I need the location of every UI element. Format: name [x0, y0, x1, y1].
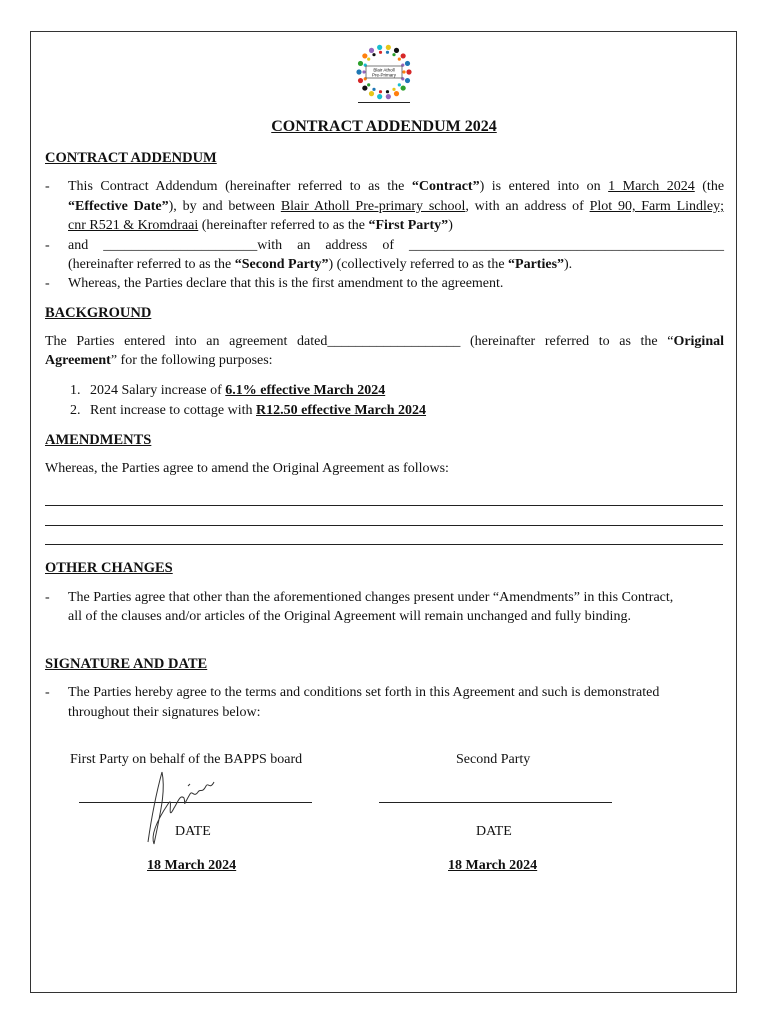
- first-party-date: 18 March 2024: [147, 858, 237, 873]
- logo-figure-icon: [394, 91, 399, 96]
- logo-figure-icon: [369, 48, 374, 53]
- logo-figure-icon: [401, 85, 406, 90]
- logo-figure-icon: [386, 45, 391, 50]
- effective-date-value: 1 March 2024: [608, 179, 695, 194]
- logo-figure-body: [367, 83, 370, 86]
- logo-figure-body: [372, 88, 375, 91]
- contract-item-1-line-3: [68, 218, 453, 234]
- logo-figure-body: [379, 51, 382, 54]
- logo-figure-icon: [377, 94, 382, 99]
- text: (the: [702, 179, 725, 194]
- heading-signature-and-date: SIGNATURE AND DATE: [45, 656, 208, 672]
- address-line-2: cnr R521 & Kromdraai: [68, 218, 199, 233]
- list-number: 2.: [70, 403, 81, 418]
- term-agreement: Agreement: [45, 353, 111, 368]
- first-party-date-label: DATE: [175, 824, 211, 839]
- text: (hereinafter referred to as the: [201, 218, 365, 233]
- second-party-signature-line: [379, 802, 612, 803]
- logo-figure-body: [367, 58, 370, 61]
- term-parties: “Parties”: [508, 257, 565, 272]
- logo-figure-body: [392, 88, 395, 91]
- first-party-label: First Party on behalf of the BAPPS board: [70, 752, 303, 767]
- contract-item-1-line-2: [68, 199, 724, 215]
- list-text: Rent increase to cottage with: [90, 403, 253, 418]
- bullet: -: [45, 238, 50, 253]
- amendment-blank-line: [45, 544, 723, 545]
- logo-figure-icon: [401, 53, 406, 58]
- list-number: 1.: [70, 383, 81, 398]
- logo-text-top: Blair Atholl: [373, 67, 395, 73]
- logo-figure-body: [402, 70, 405, 73]
- logo-text-bottom: Pre-Primary: [371, 72, 397, 78]
- text: (hereinafter referred to as the: [68, 257, 232, 272]
- logo-figure-body: [362, 70, 365, 73]
- list-text: 2024 Salary increase of: [90, 383, 222, 398]
- contract-item-3: Whereas, the Parties declare that this is the first amendment to the agreement.: [68, 276, 504, 291]
- logo-figure-body: [392, 53, 395, 56]
- logo-figure-icon: [377, 45, 382, 50]
- text: ” for the following purposes:: [110, 353, 273, 368]
- other-changes-line-2: all of the clauses and/or articles of the Original Agreement will remain unchanged and fully binding.: [68, 609, 631, 624]
- text: ): [448, 218, 453, 233]
- text: The Parties entered into an agreement dated: [45, 334, 328, 349]
- logo-underline: [358, 102, 410, 103]
- text: ).: [564, 257, 573, 272]
- contract-item-2-line-2: [68, 257, 572, 273]
- amendments-text: Whereas, the Parties agree to amend the Original Agreement as follows:: [45, 461, 449, 476]
- amendment-blank-line: [45, 505, 723, 506]
- term-first-party: “First Party”: [368, 218, 449, 233]
- contract-item-2-line-1: [68, 238, 724, 254]
- logo-figure-body: [379, 90, 382, 93]
- second-party-date-label: DATE: [476, 824, 512, 839]
- text: with an address of: [257, 238, 394, 253]
- term-original: Original: [673, 334, 724, 349]
- text: , with an address of: [465, 199, 584, 214]
- rent-increase-value: R12.50 effective March 2024: [256, 403, 427, 418]
- logo-figure-body: [386, 90, 389, 93]
- text: ) is entered into on: [479, 179, 601, 194]
- signature-text-line-1: The Parties hereby agree to the terms and conditions set forth in this Agreement and such is demonstrated: [68, 685, 660, 700]
- contract-item-1-line-1: [68, 179, 724, 195]
- text: (hereinafter referred to as the “: [469, 334, 674, 349]
- logo-figure-icon: [358, 78, 363, 83]
- logo-figure-icon: [369, 91, 374, 96]
- logo-figure-body: [398, 83, 401, 86]
- logo-figure-icon: [362, 85, 367, 90]
- term-effective-date: “Effective Date”: [68, 199, 169, 214]
- logo-figure-icon: [406, 69, 411, 74]
- text: This Contract Addendum (hereinafter referred to as the: [68, 179, 405, 194]
- text: ) (collectively referred to as the: [328, 257, 505, 272]
- list-item: [70, 403, 426, 419]
- salary-increase-value: 6.1% effective March 2024: [225, 383, 386, 398]
- logo-figure-icon: [358, 61, 363, 66]
- background-paragraph-line-2: [45, 353, 273, 369]
- term-contract: “Contract”: [411, 179, 480, 194]
- background-paragraph-line-1: [45, 334, 724, 350]
- bullet: -: [45, 179, 50, 194]
- logo-figure-body: [386, 51, 389, 54]
- second-party-date: 18 March 2024: [448, 858, 538, 873]
- agreement-date-blank: ___________________: [327, 334, 461, 349]
- logo-figure-icon: [356, 69, 361, 74]
- logo-figure-icon: [405, 78, 410, 83]
- text: ), by and between: [168, 199, 276, 214]
- logo-figure-icon: [394, 48, 399, 53]
- other-changes-line-1: The Parties agree that other than the aforementioned changes present under “Amendments” in this Contract,: [68, 590, 674, 605]
- heading-amendments: AMENDMENTS: [45, 432, 152, 448]
- school-logo: [352, 42, 416, 104]
- second-party-address-blank: _____________________________________________: [409, 238, 725, 253]
- second-party-label: Second Party: [456, 752, 531, 767]
- document-page: [30, 31, 737, 993]
- text: and: [68, 238, 89, 253]
- logo-figure-body: [372, 53, 375, 56]
- bullet: -: [45, 590, 50, 605]
- heading-contract-addendum: CONTRACT ADDENDUM: [45, 150, 217, 166]
- logo-figure-body: [398, 58, 401, 61]
- bullet: -: [45, 685, 50, 700]
- school-name: Blair Atholl Pre-primary school: [280, 199, 466, 214]
- heading-background: BACKGROUND: [45, 305, 152, 321]
- term-second-party: “Second Party”: [234, 257, 329, 272]
- list-item: [70, 383, 385, 399]
- signature-text-line-2: throughout their signatures below:: [68, 705, 261, 720]
- logo-figure-icon: [405, 61, 410, 66]
- heading-other-changes: OTHER CHANGES: [45, 560, 173, 576]
- logo-figure-icon: [386, 94, 391, 99]
- second-party-name-blank: ______________________: [103, 238, 258, 253]
- logo-figure-icon: [362, 53, 367, 58]
- document-title: CONTRACT ADDENDUM 2024: [271, 118, 497, 135]
- bullet: -: [45, 276, 50, 291]
- amendment-blank-line: [45, 525, 723, 526]
- address-line-1: Plot 90, Farm Lindley;: [589, 199, 725, 214]
